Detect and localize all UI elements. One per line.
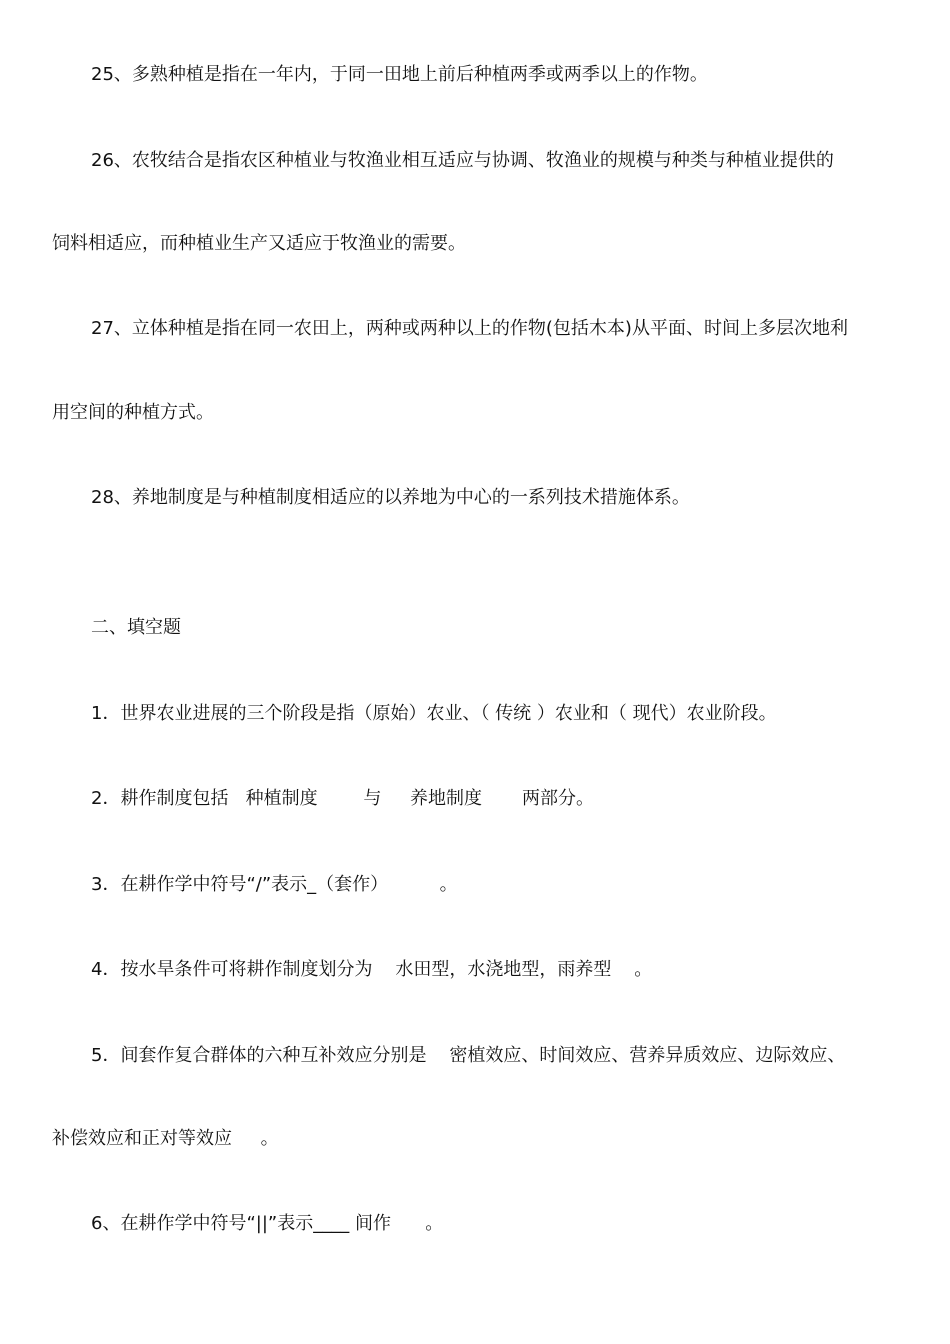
question-3: 3．在耕作学中符号“/”表示_（套作） 。 bbox=[91, 874, 458, 895]
question-2: 2．耕作制度包括 种植制度 与 养地制度 两部分。 bbox=[91, 788, 595, 809]
question-1: 1．世界农业进展的三个阶段是指（原始）农业、（ 传统 ）农业和（ 现代）农业阶段。 bbox=[91, 703, 777, 724]
definition-26: 26、农牧结合是指农区种植业与牧渔业相互适应与协调、牧渔业的规模与种类与种植业提供的 bbox=[91, 150, 834, 171]
question-4: 4．按水旱条件可将耕作制度划分为 水田型，水浇地型，雨养型 。 bbox=[91, 959, 653, 980]
definition-28: 28、养地制度是与种植制度相适应的以养地为中心的一系列技术措施体系。 bbox=[91, 487, 690, 508]
definition-27-continuation: 用空间的种植方式。 bbox=[52, 402, 214, 423]
definition-25: 25、多熟种植是指在一年内，于同一田地上前后种植两季或两季以上的作物。 bbox=[91, 64, 708, 85]
question-5-continuation: 补偿效应和正对等效应 。 bbox=[52, 1128, 279, 1149]
section-title: 二、填空题 bbox=[91, 617, 181, 638]
definition-26-continuation: 饲料相适应，而种植业生产又适应于牧渔业的需要。 bbox=[52, 233, 466, 254]
question-6: 6、在耕作学中符号“||”表示____ 间作 。 bbox=[91, 1213, 444, 1234]
question-5: 5．间套作复合群体的六种互补效应分别是 密植效应、时间效应、营养异质效应、边际效应、 bbox=[91, 1045, 846, 1066]
definition-27: 27、立体种植是指在同一农田上，两种或两种以上的作物(包括木本)从平面、时间上多层次地利 bbox=[91, 318, 848, 339]
